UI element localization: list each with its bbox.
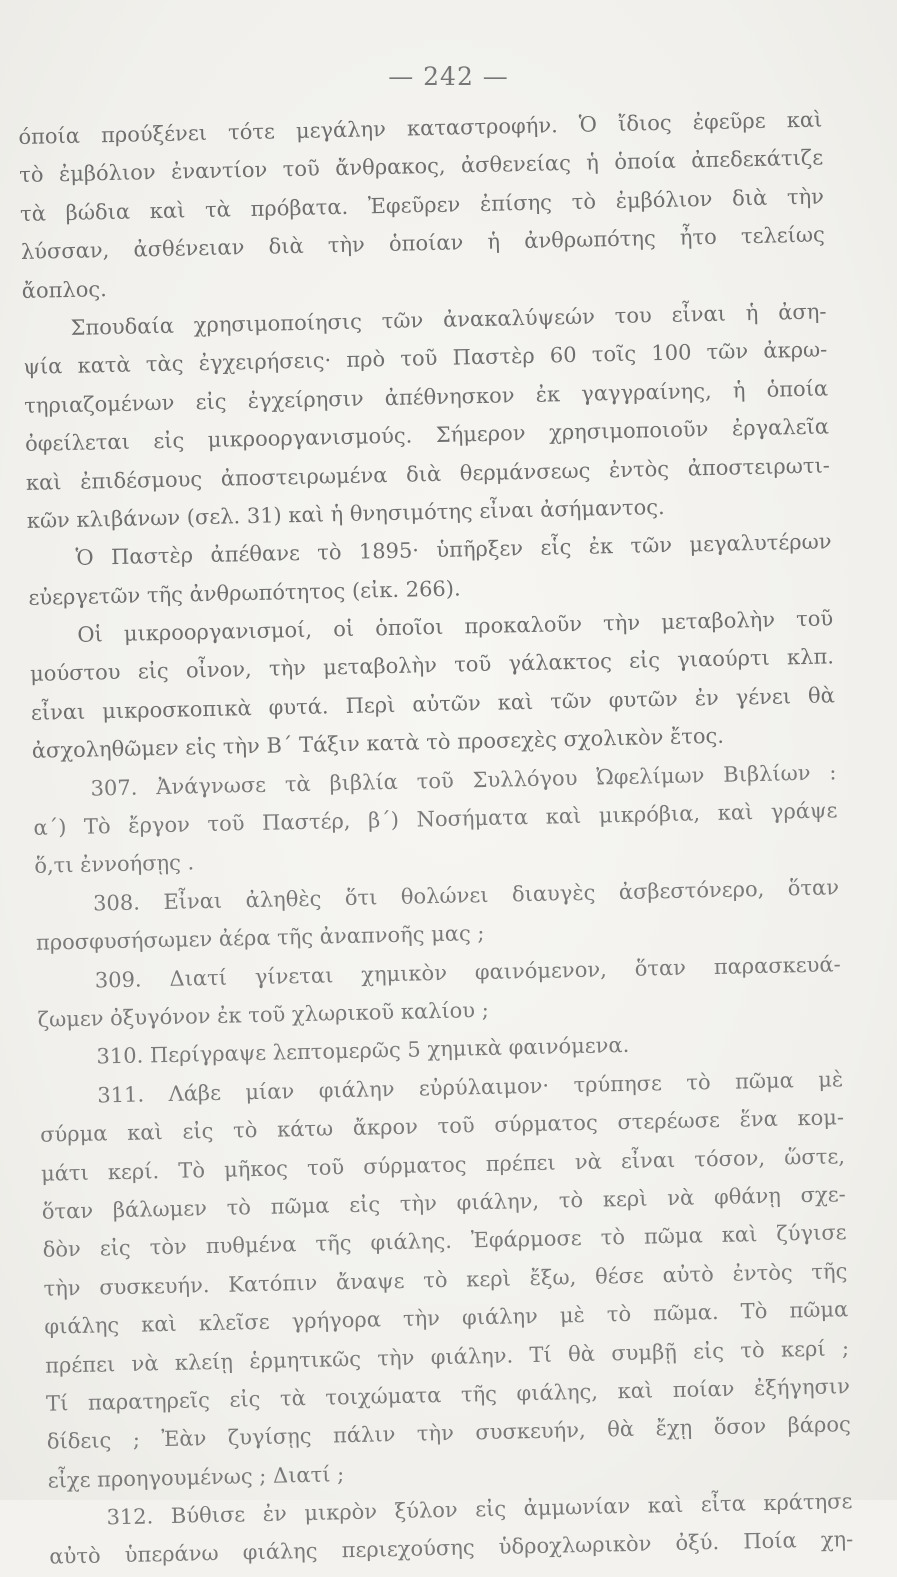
- page-number: — 242 —: [388, 62, 509, 91]
- text-line: μάτι κερί. Τὸ μῆκος τοῦ σύρματος πρέπει νὰ εἶναι τόσον, ὥστε,: [40, 1143, 846, 1186]
- exercise-310: 310. Περίγραψε λεπτομερῶς 5 χημικὰ φαινόμενα.: [96, 1033, 630, 1069]
- text-line: λύσσαν, ἀσθένειαν διὰ τὴν ὁποίαν ἡ ἀνθρωπότης ἦτο τελείως: [20, 222, 825, 265]
- text-line: ἄοπλος.: [21, 276, 108, 303]
- text-line: ὅ,τι ἐννοήσῃς .: [34, 850, 195, 879]
- text-line: ὅταν βάλωμεν τὸ πῶμα εἰς τὴν φιάλην, τὸ κερὶ νὰ φθάνῃ σχε-: [41, 1182, 846, 1224]
- text-line: τὸ ἐμβόλιον ἐναντίον τοῦ ἄνθρακος, ἀσθενείας ἡ ὁποία ἀπεδεκάτιζε: [18, 145, 824, 188]
- text-line: ζωμεν ὀξυγόνον ἐκ τοῦ χλωρικοῦ καλίου ;: [37, 997, 490, 1032]
- exercise-307: 307. Ἀνάγνωσε τὰ βιβλία τοῦ Συλλόγου Ὠφελίμων Βιβλίων :: [90, 759, 837, 801]
- text-line: μούστου εἰς οἶνον, τὴν μεταβολὴν τοῦ γάλακτος εἰς γιαούρτι κλπ.: [29, 644, 835, 687]
- body-text: [18, 100, 854, 1576]
- text-line: δίδεις ; Ἐὰν ζυγίσῃς πάλιν τὴν συσκευήν, θὰ ἔχῃ ὅσον βάρος: [46, 1412, 851, 1454]
- text-line: τὰ βώδια καὶ τὰ πρόβατα. Ἐφεῦρεν ἐπίσης τὸ ἐμβόλιον διὰ τὴν: [19, 184, 825, 226]
- text-line: Τί παρατηρεῖς εἰς τὰ τοιχώματα τῆς φιάλης, καὶ ποίαν ἐξήγησιν: [45, 1374, 851, 1416]
- text-line: εὐεργετῶν τῆς ἀνθρωπότητος (εἰκ. 266).: [28, 576, 461, 610]
- text-line: εἶναι μικροσκοπικὰ φυτά. Περὶ αὐτῶν καὶ τῶν φυτῶν ἐν γένει θὰ: [30, 683, 836, 725]
- text-line: όποία προύξένει τότε μεγάλην καταστροφήν. Ὁ ἴδιος ἐφεῦρε καὶ: [18, 107, 823, 149]
- text-line: Οἱ μικροοργανισμοί, οἱ ὁποῖοι προκαλοῦν τὴν μεταβολὴν τοῦ: [77, 606, 834, 647]
- text-line: προσφυσήσωμεν ἀέρα τῆς ἀναπνοῆς μας ;: [35, 921, 485, 956]
- text-line: Σπουδαία χρησιμοποίησις τῶν ἀνακαλύψεών του εἶναι ἡ ἀση-: [70, 299, 827, 340]
- text-line: α΄) Τὸ ἔργον τοῦ Παστέρ, β΄) Νοσήματα καὶ μικρόβια, καὶ γράψε: [33, 798, 838, 840]
- text-line: ἀσχοληθῶμεν εἰς τὴν Β΄ Τάξιν κατὰ τὸ προσεχὲς σχολικὸν ἔτος.: [31, 723, 725, 764]
- exercise-311: 311. Λάβε μίαν φιάλην εὐρύλαιμον· τρύπησε τὸ πῶμα μὲ: [97, 1066, 844, 1108]
- text-line: κῶν κλιβάνων (σελ. 31) καὶ ἡ θνησιμότης εἶναι ἀσήμαντος.: [26, 494, 665, 533]
- exercise-309: 309. Διατί γίνεται χημικὸν φαινόμενον, ὅταν παρασκευά-: [94, 951, 841, 993]
- text-line: τηριαζομένων εἰς ἐγχείρησιν ἀπέθνησκον ἐκ γαγγραίνης, ἡ ὁποία: [24, 376, 829, 418]
- text-line: πρέπει νὰ κλείῃ ἑρμητικῶς τὴν φιάλην. Τί θὰ συμβῇ εἰς τὸ κερί ;: [44, 1335, 850, 1378]
- text-line: τὴν συσκευήν. Κατόπιν ἄναψε τὸ κερὶ ἔξω, θέσε αὐτὸ ἐντὸς τῆς: [43, 1258, 848, 1301]
- exercise-312: 312. Βύθισε ἐν μικρὸν ξύλον εἰς ἀμμωνίαν καὶ εἶτα κράτησε: [106, 1489, 853, 1530]
- text-line: Ὁ Παστὲρ ἀπέθανε τὸ 1895· ὑπῆρξεν εἷς ἐκ τῶν μεγαλυτέρων: [75, 529, 832, 571]
- text-line: εἶχε προηγουμένως ; Διατί ;: [47, 1461, 345, 1493]
- text-line: σύρμα καὶ εἰς τὸ κάτω ἄκρον τοῦ σύρματος στερέωσε ἕνα κομ-: [39, 1105, 845, 1147]
- text-line: αὐτὸ ὑπεράνω φιάλης περιεχούσης ὑδροχλωρικὸν ὀξύ. Ποία χη-: [49, 1527, 854, 1570]
- text-line: καὶ ἐπιδέσμους ἀποστειρωμένα διὰ θερμάνσεως ἐντὸς ἀποστειρωτι-: [25, 452, 831, 495]
- text-line: δὸν εἰς τὸν πυθμένα τῆς φιάλης. Ἐφάρμοσε τὸ πῶμα καὶ ζύγισε: [42, 1220, 847, 1263]
- exercise-308: 308. Εἶναι ἀληθὲς ὅτι θολώνει διαυγὲς ἀσβεστόνερο, ὅταν: [92, 875, 840, 916]
- text-line: ὀφείλεται εἰς μικροοργανισμούς. Σήμερον χρησιμοποιοῦν ἐργαλεῖα: [24, 414, 830, 457]
- text-line: ψία κατὰ τὰς ἐγχειρήσεις· πρὸ τοῦ Παστὲρ 60 τοῖς 100 τῶν ἀκρω-: [23, 337, 828, 380]
- text-line: φιάλης καὶ κλεῖσε γρήγορα τὴν φιάλην μὲ τὸ πῶμα. Τὸ πῶμα: [44, 1297, 849, 1339]
